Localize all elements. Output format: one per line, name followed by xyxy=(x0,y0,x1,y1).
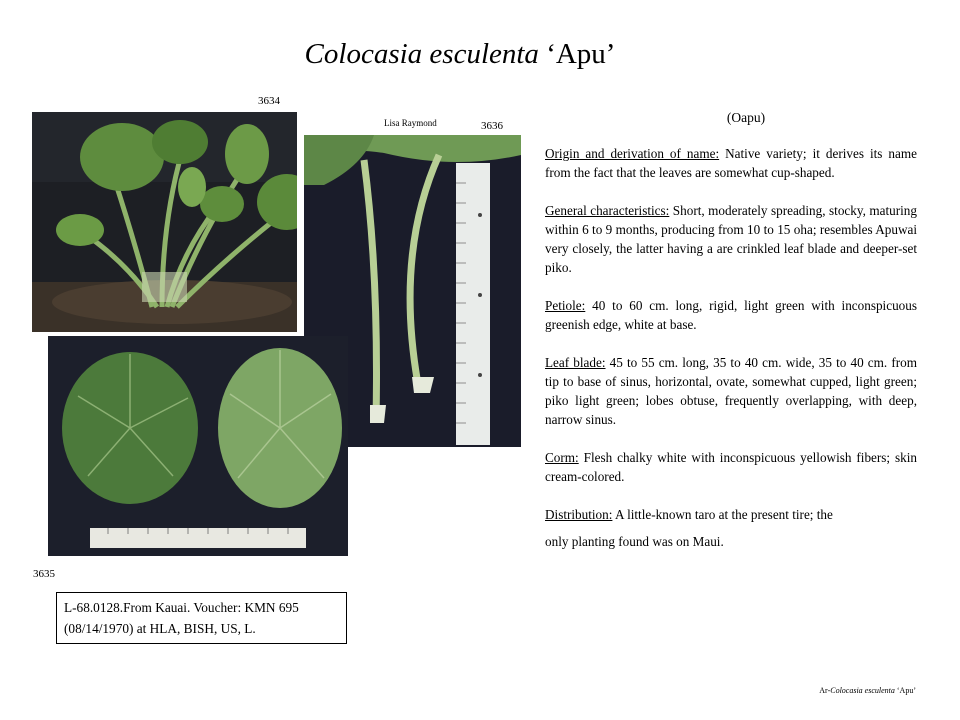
section-text: A little-known taro at the present tire; the xyxy=(612,507,833,522)
description xyxy=(545,108,917,570)
voucher-box: L-68.0128.From Kauai. Voucher: KMN 695 (08/14/1970) at HLA, BISH, US, L. xyxy=(56,592,347,644)
section-text: 45 to 55 cm. long, 35 to 40 cm. wide, 35 to 40 cm. from tip to base of sinus, horizontal, ovate, somewhat cupped, light green; piko light green; lobes obtuse, frequently overlapping, with deep, narrow sinus. xyxy=(545,355,917,427)
footer-prefix: Ar- xyxy=(819,686,831,695)
photo-number-leaves: 3635 xyxy=(33,568,55,580)
section-label: Petiole: xyxy=(545,298,586,313)
section-text: Flesh chalky white with inconspicuous yellowish fibers; skin cream-colored. xyxy=(545,450,917,484)
section-text: Native variety; it derives its name from the fact that the leaves are somewhat cup-shaped. xyxy=(545,146,917,180)
section-label: General characteristics: xyxy=(545,203,670,218)
section-petiole xyxy=(545,296,917,334)
section-distribution xyxy=(545,505,917,524)
footer-cultivar: ‘Apu’ xyxy=(894,686,916,695)
plant-photo xyxy=(32,112,297,332)
photo-credit: Lisa Raymond xyxy=(384,118,437,128)
section-label: Corm: xyxy=(545,450,579,465)
section-general xyxy=(545,201,917,277)
footer-label xyxy=(819,686,916,695)
photo-number-plant: 3634 xyxy=(258,95,280,107)
page-title xyxy=(0,38,920,71)
section-corm xyxy=(545,448,917,486)
photo-number-petiole: 3636 xyxy=(481,120,503,132)
title-genus-species: Colocasia esculenta xyxy=(304,38,539,70)
section-leaf-blade xyxy=(545,353,917,429)
footer-name: Colocasia esculenta xyxy=(830,686,895,695)
leaves-photo xyxy=(48,336,348,556)
section-label: Distribution: xyxy=(545,507,613,522)
section-label: Leaf blade: xyxy=(545,355,606,370)
alternate-name: (Oapu) xyxy=(726,110,766,125)
section-origin xyxy=(545,144,917,182)
section-text: 40 to 60 cm. long, rigid, light green with inconspicuous greenish edge, white at base. xyxy=(545,298,917,332)
section-text: Short, moderately spreading, stocky, maturing within 6 to 9 months, producing from 10 to 15 oha; resembles Apuwai very closely, the latter having a are crinkled leaf blade and deeper-set piko. xyxy=(545,203,917,275)
title-cultivar: ‘Apu’ xyxy=(546,38,616,70)
distribution-continued: only planting found was on Maui. xyxy=(545,534,724,549)
section-label: Origin and derivation of name: xyxy=(545,146,720,161)
